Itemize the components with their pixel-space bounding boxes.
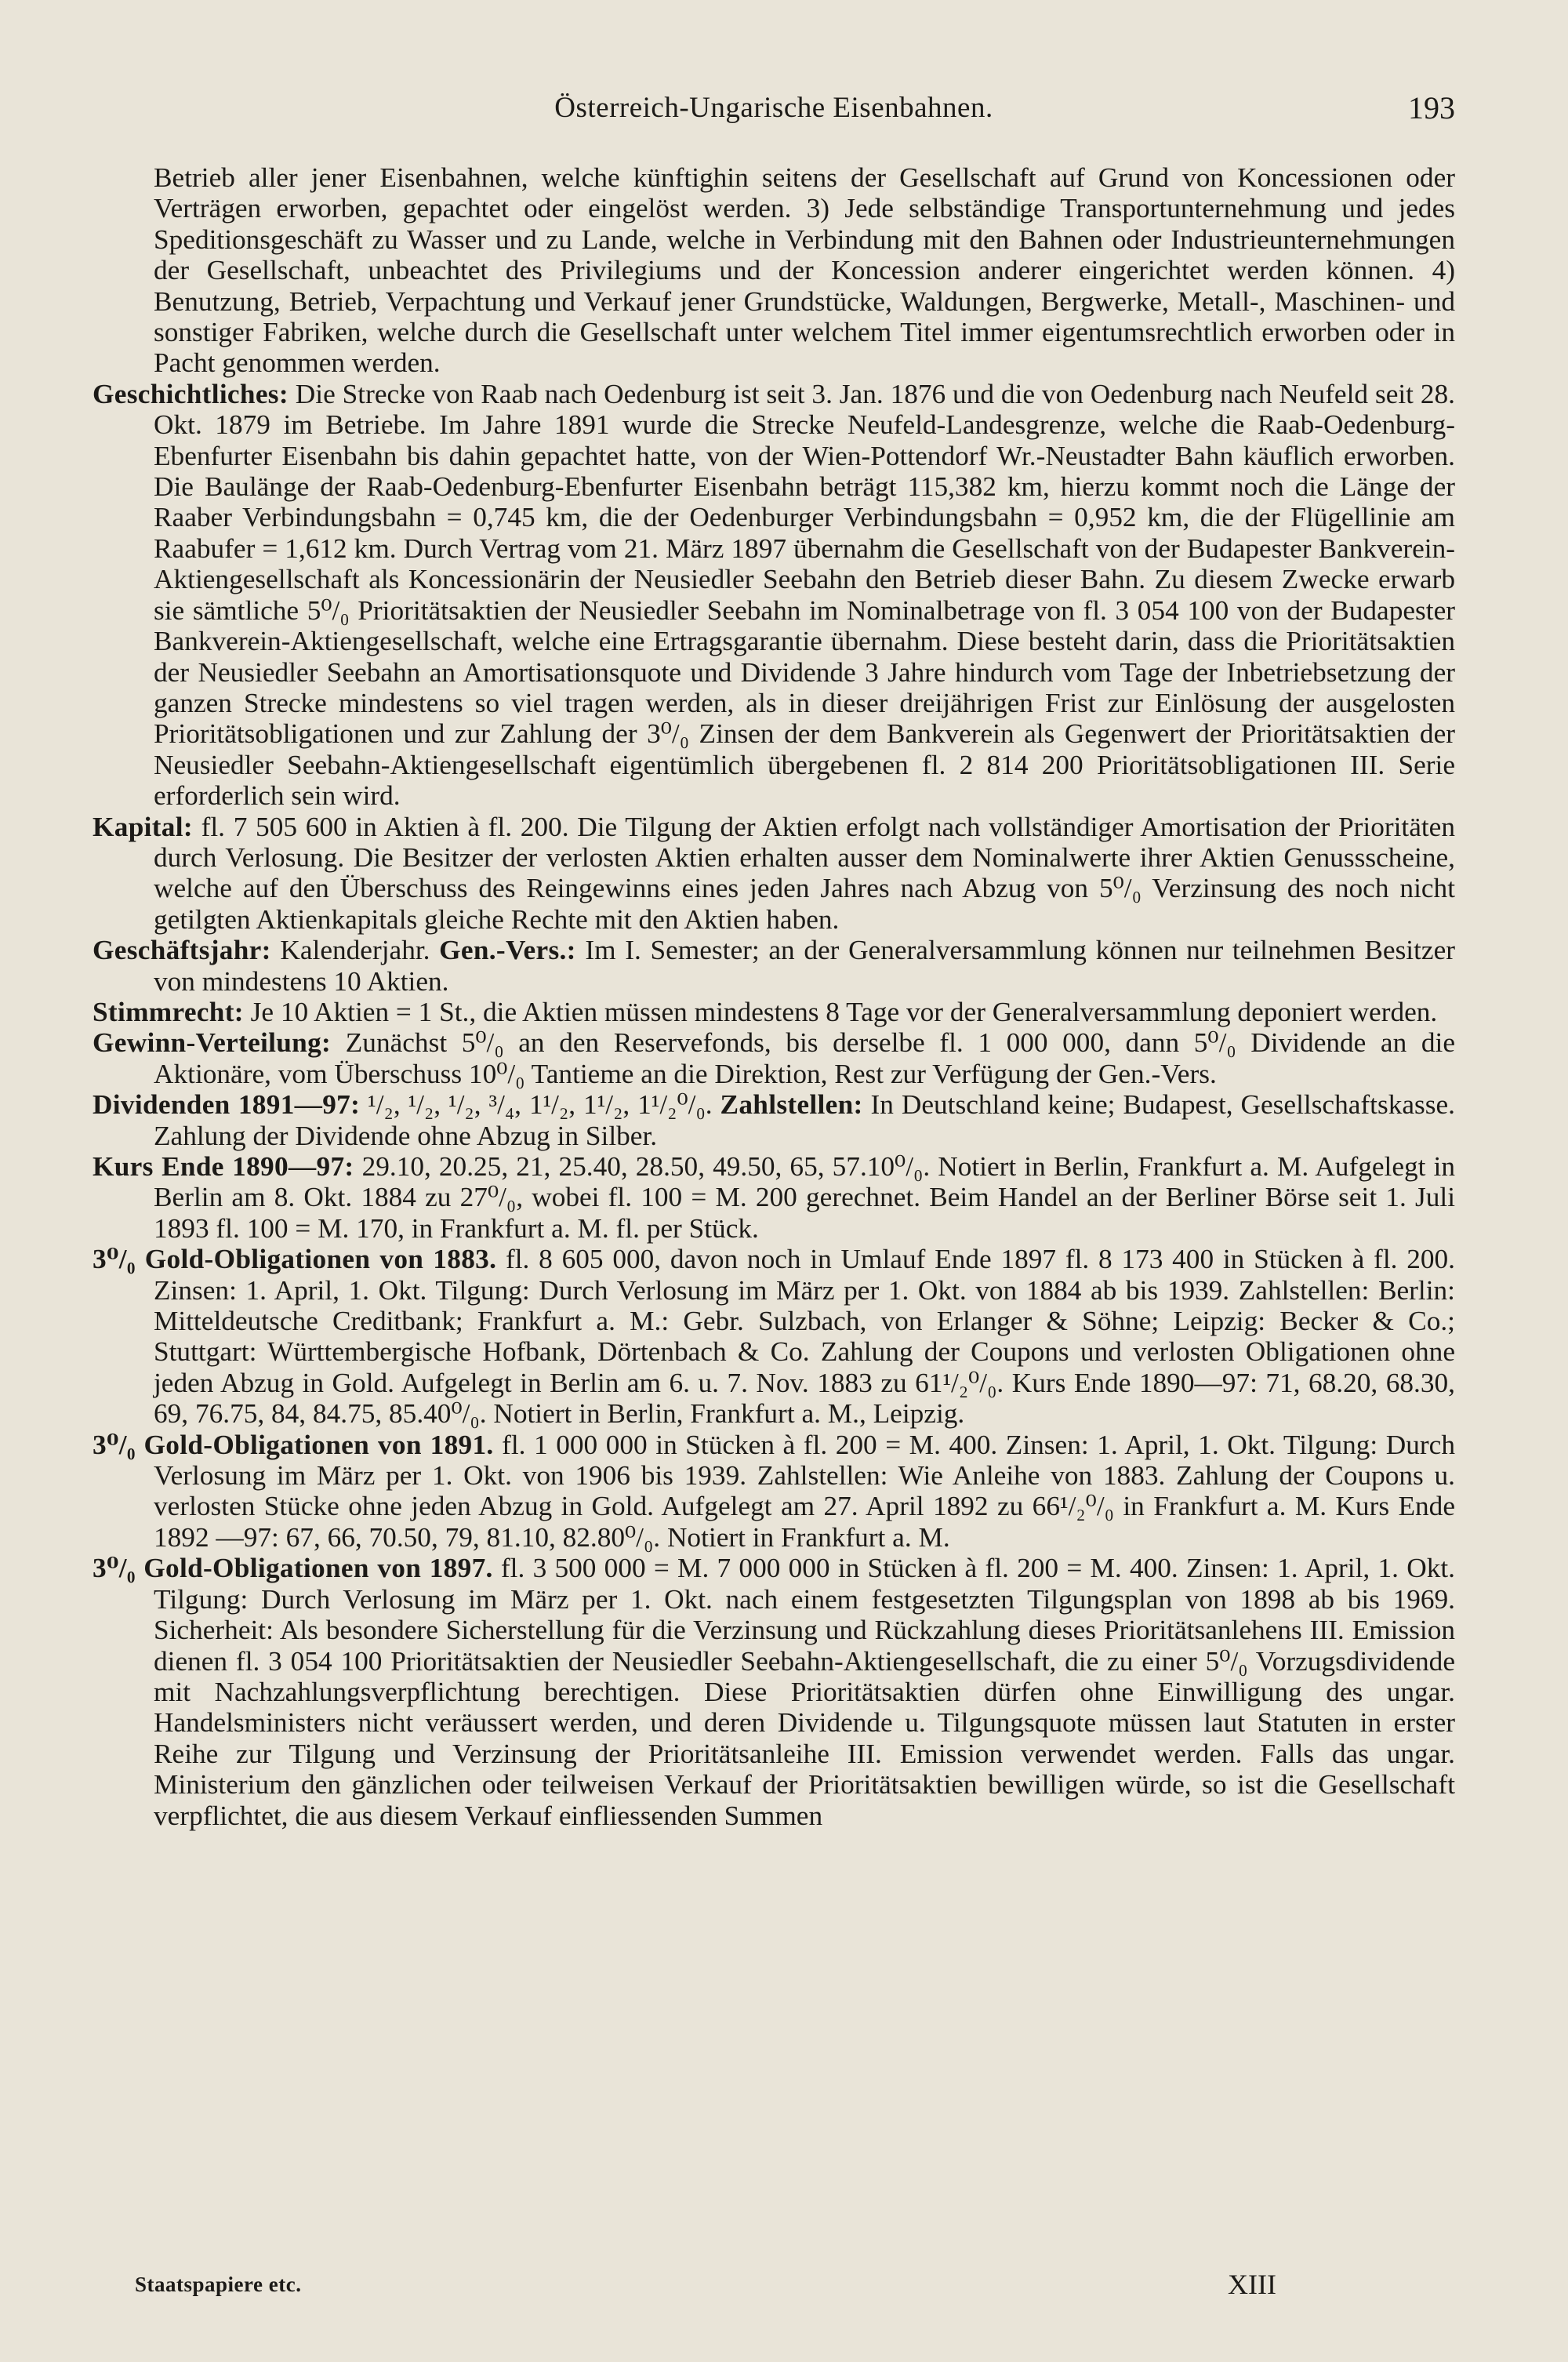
section-keyword: Kapital: [93,811,193,842]
paragraph-geschichtliches: Geschichtliches: Die Strecke von Raab nach Oedenburg ist seit 3. Jan. 1876 und die von Oedenburg nach Neufeld seit 28. Okt. 1879 im Betriebe. Im Jahre 1891 wurde die Strecke Neufeld-Landesgrenze, welche die Raab-Oedenburg-Ebenfurter Eisenbahn bis dahin gepachtet hatte, von der Wien-Pottendorf Wr.-Neustadter Bahn käuflich erworben. Die Baulänge der Raab-Oedenburg-Ebenfurter Eisenbahn beträgt 115,382 km, hierzu kommt noch die Länge der Raaber Verbindungsbahn = 0,745 km, die der Oedenburger Verbindungsbahn = 0,952 km, die der Flügellinie am Raabufer = 1,612 km. Durch Vertrag vom 21. März 1897 übernahm die Gesellschaft von der Budapester Bankverein-Aktiengesellschaft als Koncessionärin der Neusiedler Seebahn den Betrieb dieser Bahn. Zu diesem Zwecke erwarb sie sämtliche 5⁰/₀ Prioritätsaktien der Neusiedler Seebahn im Nominalbetrage von fl. 3 054 100 von der Budapester Bankverein-Aktiengesellschaft, welche eine Ertragsgarantie übernahm. Diese besteht darin, dass die Prioritätsaktien der Neusiedler Seebahn an Amortisationsquote und Dividende 3 Jahre hindurch vom Tage der Inbetriebsetzung der ganzen Strecke mindestens so viel tragen werden, als in dieser dreijährigen Frist zur Einlösung der ausgelosten Prioritätsobligationen und zur Zahlung der 3⁰/₀ Zinsen der dem Bankverein als Gegenwert der Prioritätsaktien der Neusiedler Seebahn-Aktiengesellschaft eigentümlich übergebenen fl. 2 814 200 Prioritätsobligationen III. Serie erforderlich sein wird. [93,378,1455,812]
paragraph-dividenden: Dividenden 1891—97: ¹/₂, ¹/₂, ¹/₂, ³/₄, 1¹/₂, 1¹/₂, 1¹/₂⁰/₀. Zahlstellen: In Deutschland keine; Budapest, Gesellschaftskasse. Zahlung der Dividende ohne Abzug in Silber. [93,1089,1455,1151]
section-keyword: Stimmrecht: [93,996,244,1027]
paragraph-geschaeftsjahr: Geschäftsjahr: Kalenderjahr. Gen.-Vers.: Im I. Semester; an der Generalversammlung können nur teilnehmen Besitzer von mindestens 10 Aktien. [93,935,1456,997]
footer-signature-label: Staatspapiere etc. [135,2273,302,2296]
section-keyword: Gen.-Vers.: [439,935,576,966]
section-keyword: Zahlstellen: [720,1089,863,1121]
paragraph-obligationen-1891: 3⁰/₀ Gold-Obligationen von 1891. fl. 1 000 000 in Stücken à fl. 200 = M. 400. Zinsen: 1. April, 1. Okt. Tilgung: Durch Verlosung im März per 1. Okt. von 1906 bis 1939. Zahlstellen: Wie Anleihe von 1883. Zahlung der Coupons u. verlosten Stücke ohne jeden Abzug in Gold. Aufgelegt am 27. April 1892 zu 66¹/₂⁰/₀ in Frankfurt a. M. Kurs Ende 1892 —97: 67, 66, 70.50, 79, 81.10, 82.80⁰/₀. Notiert in Frankfurt a. M. [93,1429,1455,1553]
footer-sheet-number: XIII [1228,2269,1276,2300]
paragraph-kapital: Kapital: fl. 7 505 600 in Aktien à fl. 200. Die Tilgung der Aktien erfolgt nach vollständiger Amortisation der Prioritäten durch Verlosung. Die Besitzer der verlosten Aktien erhalten ausser dem Nominalwerte ihrer Aktien Genussscheine, welche auf den Überschuss des Reingewinns eines jeden Jahres nach Abzug von 5⁰/₀ Verzinsung des noch nicht getilgten Aktienkapitals gleiche Rechte mit den Aktien haben. [93,811,1455,935]
paragraph-kurs: Kurs Ende 1890—97: 29.10, 20.25, 21, 25.40, 28.50, 49.50, 65, 57.10⁰/₀. Notiert in Berlin, Frankfurt a. M. Aufgelegt in Berlin am 8. Okt. 1884 zu 27⁰/₀, wobei fl. 100 = M. 200 gerechnet. Beim Handel an der Berliner Börse seit 1. Juli 1893 fl. 100 = M. 170, in Frankfurt a. M. fl. per Stück. [93,1151,1455,1244]
paragraph-obligationen-1883: 3⁰/₀ Gold-Obligationen von 1883. fl. 8 605 000, davon noch in Umlauf Ende 1897 fl. 8 173 400 in Stücken à fl. 200. Zinsen: 1. April, 1. Okt. Tilgung: Durch Verlosung im März per 1. Okt. von 1884 ab bis 1939. Zahlstellen: Berlin: Mitteldeutsche Creditbank; Frankfurt a. M.: Gebr. Sulzbach, von Erlanger & Söhne; Leipzig: Becker & Co.; Stuttgart: Württembergische Hofbank, Dörtenbach & Co. Zahlung der Coupons und verlosten Obligationen ohne jeden Abzug in Gold. Aufgelegt in Berlin am 6. u. 7. Nov. 1883 zu 61¹/₂⁰/₀. Kurs Ende 1890—97: 71, 68.20, 68.30, 69, 76.75, 84, 84.75, 85.40⁰/₀. Notiert in Berlin, Frankfurt a. M., Leipzig. [93,1244,1455,1430]
paragraph-purpose-continued: Betrieb aller jener Eisenbahnen, welche künftighin seitens der Gesellschaft auf Grund von Koncessionen oder Verträgen erworben, gepachtet oder eingelöst werden. 3) Jede selbständige Transportunternehmung und jedes Speditionsgeschäft zu Wasser und zu Lande, welche in Verbindung mit den Bahnen oder Industrieunternehmungen der Gesellschaft, unbeachtet des Privilegiums und der Koncession anderer eingerichtet werden können. 4) Benutzung, Betrieb, Verpachtung und Verkauf jener Grundstücke, Waldungen, Bergwerke, Metall-, Maschinen- und sonstiger Fabriken, welche durch die Gesellschaft unter welchem Titel immer eigentumsrechtlich erworben oder in Pacht genommen werden. [154,162,1455,379]
paragraph-stimmrecht: Stimmrecht: Je 10 Aktien = 1 St., die Aktien müssen mindestens 8 Tage vor der Generalversammlung deponiert werden. [93,996,1438,1027]
page-number: 193 [1408,90,1455,125]
paragraph-gewinn-verteilung: Gewinn-Verteilung: Zunächst 5⁰/₀ an den Reservefonds, bis derselbe fl. 1 000 000, dann 5⁰/₀ Dividende an die Aktionäre, vom Überschuss 10⁰/₀ Tantieme an die Direktion, Rest zur Verfügung der Gen.-Vers. [93,1027,1455,1089]
section-keyword: Geschäftsjahr: [93,935,271,966]
section-keyword: 3⁰/₀ Gold-Obligationen von 1883. [93,1244,497,1275]
section-keyword: Geschichtliches: [93,378,289,409]
section-keyword: Gewinn-Verteilung: [93,1027,332,1059]
section-keyword: Kurs Ende 1890—97: [93,1151,354,1182]
running-header [93,85,1455,132]
section-keyword: 3⁰/₀ Gold-Obligationen von 1891. [93,1429,494,1460]
document-body [93,162,1455,1831]
header-title: Österreich-Ungarische Eisenbahnen. [554,92,993,124]
section-keyword: Dividenden 1891—97: [93,1089,361,1121]
paragraph-obligationen-1897: 3⁰/₀ Gold-Obligationen von 1897. fl. 3 500 000 = M. 7 000 000 in Stücken à fl. 200 = M. 400. Zinsen: 1. April, 1. Okt. Tilgung: Durch Verlosung im März per 1. Okt. nach einem festgesetzten Tilgungsplan von 1898 ab bis 1969. Sicherheit: Als besondere Sicherstellung für die Verzinsung und Rückzahlung dieses Prioritätsanlehens III. Emission dienen fl. 3 054 100 Prioritätsaktien der Neusiedler Seebahn-Aktiengesellschaft, die zu einer 5⁰/₀ Vorzugsdividende mit Nachzahlungsverpflichtung berechtigen. Diese Prioritätsaktien dürfen ohne Einwilligung des ungar. Handelsministers nicht veräussert werden, und deren Dividende u. Tilgungsquote müssen laut Statuten in erster Reihe zur Tilgung und Verzinsung der Prioritätsanleihe III. Emission verwendet werden. Falls das ungar. Ministerium den gänzlichen oder teilweisen Verkauf der Prioritätsaktien bewilligen würde, so ist die Gesellschaft verpflichtet, die aus diesem Verkauf einfliessenden Summen [93,1553,1456,1831]
section-keyword: 3⁰/₀ Gold-Obligationen von 1897. [93,1553,493,1584]
page-footer [135,2265,1276,2304]
